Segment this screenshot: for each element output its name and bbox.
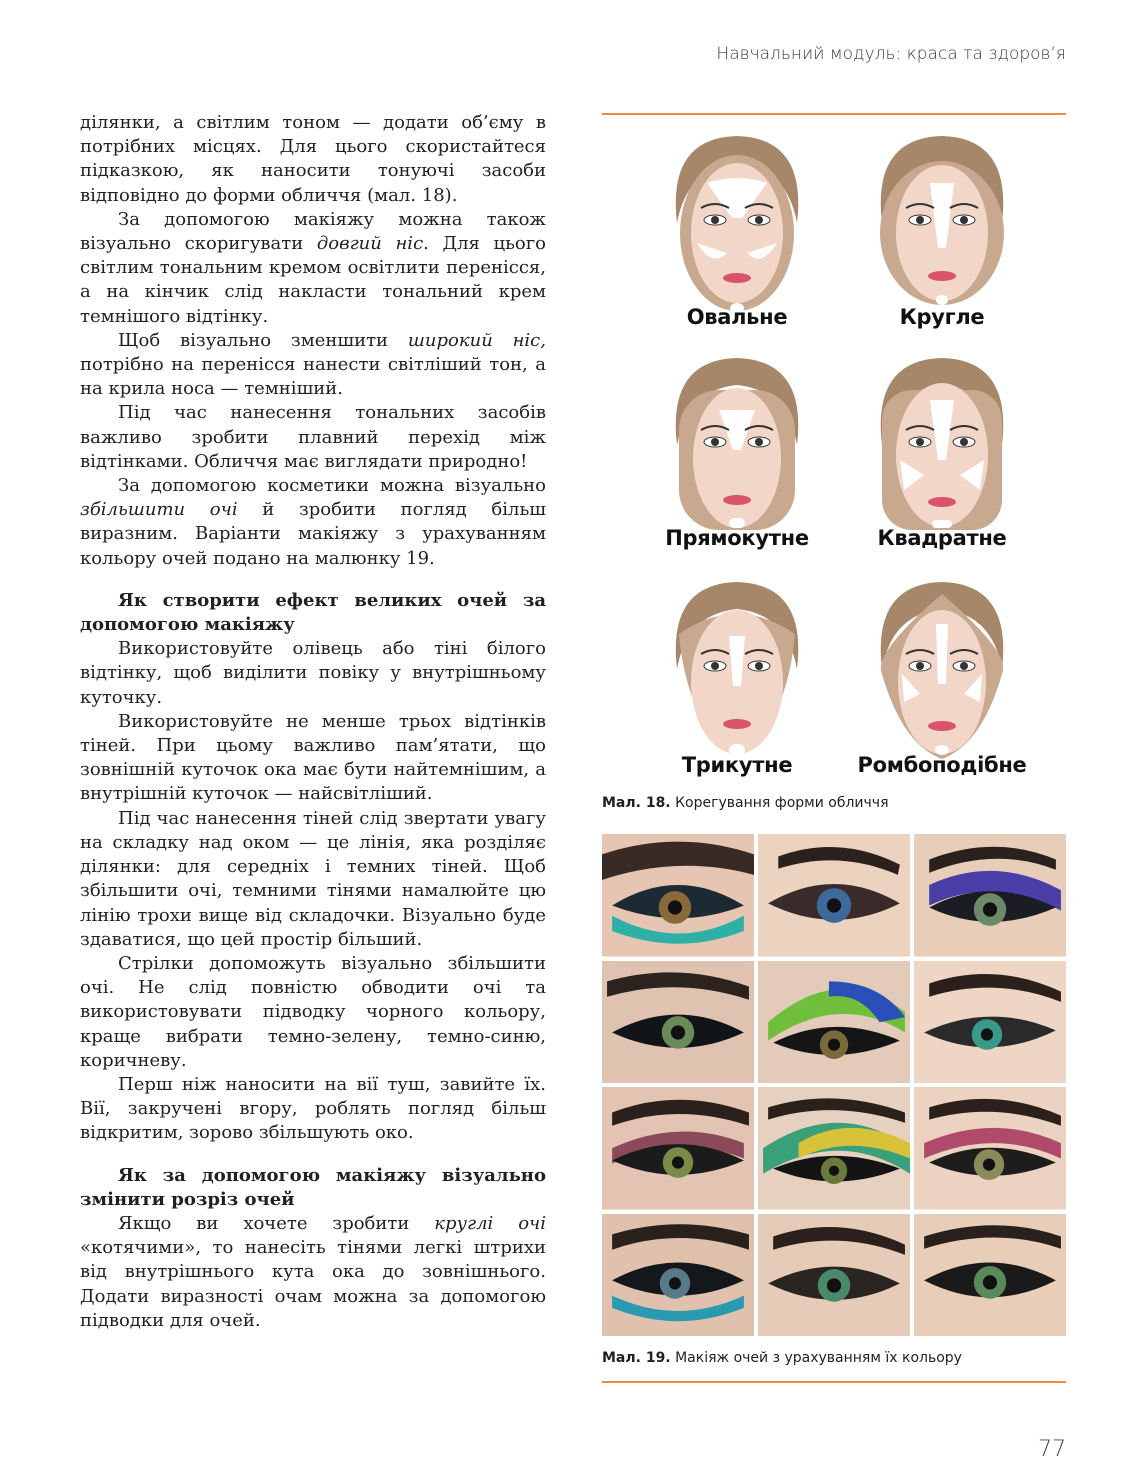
paragraph: Якщо ви хочете зробити круглі очі «котячими», то нанесіть тінями легкі штрихи від внутрішнього кута ока до зовнішнього. Додати виразності очам можна за допомогою підводки для очей. bbox=[80, 1212, 546, 1331]
paragraph: Під час нанесення тональних засобів важливо зробити плавний перехід між відтінками. Обличчя має виглядати природно! bbox=[80, 402, 546, 472]
paragraph: За допомогою макіяжу можна також візуально скоригувати довгий ніс. Для цього світлим тональним кремом освітлити перенісся, а на кінчик слід накласти тональний крем темнішого відтінку. bbox=[80, 208, 546, 327]
paragraph: Використовуйте не менше трьох відтінків тіней. При цьому важливо пам’ятати, що зовнішній куточок ока має бути найтемнішим, а внутрішній куточок — найсвітліший. bbox=[80, 710, 546, 805]
eye-makeup-photo-grid bbox=[602, 834, 1066, 1336]
eye-photo bbox=[758, 1214, 910, 1337]
eye-photo bbox=[602, 1214, 754, 1337]
paragraph: За допомогою косметики можна візуально збільшити очі й зробити погляд більш виразним. Варіанти макіяжу з урахуванням кольору очей подано на малюнку 19. bbox=[80, 475, 546, 569]
section-heading: Як створити ефект великих очей за допомогою макіяжу bbox=[80, 589, 546, 636]
paragraph: Стрілки допоможуть візуально збільшити очі. Не слід повністю обводити очі та використовувати підводку чорного кольору, краще вибрати темно-зелену, темно-синю, коричневу. bbox=[80, 952, 546, 1071]
face-shapes-figure bbox=[602, 118, 1066, 786]
eye-photo bbox=[914, 961, 1066, 1084]
page-number: 77 bbox=[1038, 1437, 1066, 1462]
eye-photo bbox=[758, 961, 910, 1084]
section-heading: Як за допомогою макіяжу візуально змінити розріз очей bbox=[80, 1164, 546, 1210]
paragraph: Щоб візуально зменшити широкий ніс, потрібно на перенісся нанести світліший тон, а на крила носа — темніший. bbox=[80, 329, 546, 400]
face-label: Ромбоподібне bbox=[857, 753, 1027, 777]
face-label: Овальне bbox=[686, 305, 788, 329]
face-label: Прямокутне bbox=[665, 526, 809, 550]
main-text-column bbox=[80, 111, 546, 1333]
face-label: Квадратне bbox=[877, 526, 1007, 550]
face-label: Кругле bbox=[899, 305, 985, 329]
face-label: Трикутне bbox=[681, 753, 793, 777]
eye-photo bbox=[914, 834, 1066, 957]
bottom-accent-rule bbox=[602, 1381, 1066, 1383]
top-accent-rule bbox=[602, 113, 1066, 115]
eye-photo bbox=[914, 1214, 1066, 1337]
figure-19-caption: Мал. 19. Макіяж очей з урахуванням їх кольору bbox=[602, 1350, 962, 1366]
figure-18-caption: Мал. 18. Корегування форми обличчя bbox=[602, 795, 889, 811]
paragraph: ділянки, а світлим тоном — додати об’єму в потрібних місцях. Для цього скористайтеся підказкою, як наносити тонуючі засоби відповідно до форми обличчя (мал. 18). bbox=[80, 112, 546, 206]
eye-photo bbox=[758, 834, 910, 957]
running-header: Навчальний модуль: краса та здоров’я bbox=[716, 44, 1066, 64]
paragraph: Перш ніж наносити на вії туш, завийте їх. Вії, закручені вгору, роблять погляд більш відкритим, зорово збільшують око. bbox=[80, 1073, 546, 1144]
eye-photo bbox=[914, 1087, 1066, 1210]
eye-photo bbox=[602, 961, 754, 1084]
eye-photo bbox=[602, 834, 754, 957]
eye-photo bbox=[758, 1087, 910, 1210]
paragraph: Під час нанесення тіней слід звертати увагу на складку над оком — це лінія, яка розділяє ділянки: для середніх і темних тіней. Щоб збільшити очі, темними тінями намалюйте цю лінію трохи вище від складочки. Візуально буде здаватися, що цей простір більший. bbox=[80, 807, 546, 950]
paragraph: Використовуйте олівець або тіні білого відтінку, щоб виділити повіку у внутрішньому куточку. bbox=[80, 638, 546, 708]
eye-photo bbox=[602, 1087, 754, 1210]
